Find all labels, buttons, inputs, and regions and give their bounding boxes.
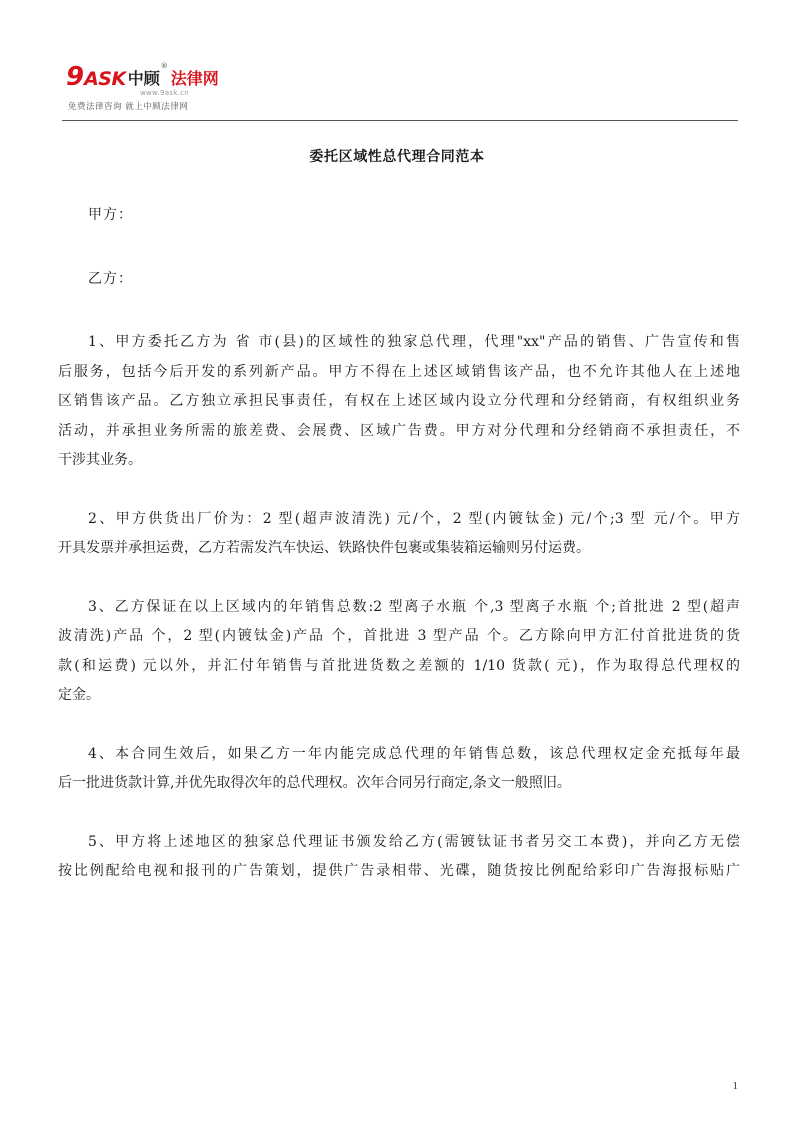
clause-line: 1、甲方委托乙方为 省 市(县)的区域性的独家总代理，代理"xx"产品的销售、广告宣传和售 xyxy=(88,334,740,350)
logo-url: www.9ask.cn xyxy=(140,89,190,97)
party-b-label: 乙方： xyxy=(88,271,133,287)
clause-5 xyxy=(58,828,740,887)
logo-wordmark xyxy=(66,60,219,90)
document-header xyxy=(62,58,738,120)
clause-line: 活动，并承担业务所需的旅差费、会展费、区域广告费。甲方对分代理和分经销商不承担责任，不 xyxy=(58,422,740,439)
site-logo[interactable] xyxy=(62,58,262,116)
logo-nine: 9 xyxy=(66,62,85,92)
party-a-label: 甲方： xyxy=(88,207,133,223)
header-divider xyxy=(62,120,738,121)
clause-line: 2、甲方供货出厂价为：2 型(超声波清洗) 元/个，2 型(内镀钛金) 元/个;3 型 元/个。甲方 xyxy=(88,510,740,527)
clause-line: 3、乙方保证在以上区域内的年销售总数:2 型离子水瓶 个,3 型离子水瓶 个;首批进 2 型(超声 xyxy=(88,598,740,615)
clause-line: 区销售该产品。乙方独立承担民事责任，有权在上述区域内设立分代理和分经销商，有权组织业务 xyxy=(58,393,740,409)
clause-line: 按比例配给电视和报刊的广告策划，提供广告录相带、光碟，随货按比例配给彩印广告海报标贴广 xyxy=(58,863,740,879)
clause-4 xyxy=(58,740,740,799)
clause-line: 干涉其业务。 xyxy=(58,452,142,468)
clause-line: 开具发票并承担运费，乙方若需发汽车快运、铁路快件包裹或集装箱运输则另付运费。 xyxy=(58,540,590,556)
header-slogan: 免费法律咨询 就上中顾法律网 xyxy=(68,102,189,112)
clause-2 xyxy=(58,505,740,564)
clause-line: 定金。 xyxy=(58,687,100,703)
logo-ask: ASK xyxy=(84,68,126,90)
clause-line: 4、本合同生效后，如果乙方一年内能完成总代理的年销售总数，该总代理权定金充抵每年最 xyxy=(88,745,740,762)
document-body xyxy=(58,200,740,916)
clause-line: 后一批进货款计算,并优先取得次年的总代理权。次年合同另行商定,条文一般照旧。 xyxy=(58,775,571,791)
logo-site-name: 法律网 xyxy=(170,69,219,88)
clause-1 xyxy=(58,328,740,476)
page-title: 委托区域性总代理合同范本 xyxy=(309,149,485,165)
registered-mark-icon: ® xyxy=(160,62,168,70)
page-number: 1 xyxy=(732,1080,738,1092)
clause-3 xyxy=(58,593,740,711)
clause-line: 5、甲方将上述地区的独家总代理证书颁发给乙方(需镀钛证书者另交工本费)，并向乙方无偿 xyxy=(88,833,740,850)
clause-line: 款(和运费) 元以外，并汇付年销售与首批进货数之差额的 1/10 货款( 元)，作为取得总代理权的 xyxy=(58,657,740,674)
clause-line: 波清洗)产品 个，2 型(内镀钛金)产品 个，首批进 3 型产品 个。乙方除向甲方汇付首批进货的货 xyxy=(58,628,740,644)
clause-line: 后服务，包括今后开发的系列新产品。甲方不得在上述区域销售该产品，也不允许其他人在上述地 xyxy=(58,363,740,380)
logo-brand-name: 中顾 xyxy=(127,69,160,88)
